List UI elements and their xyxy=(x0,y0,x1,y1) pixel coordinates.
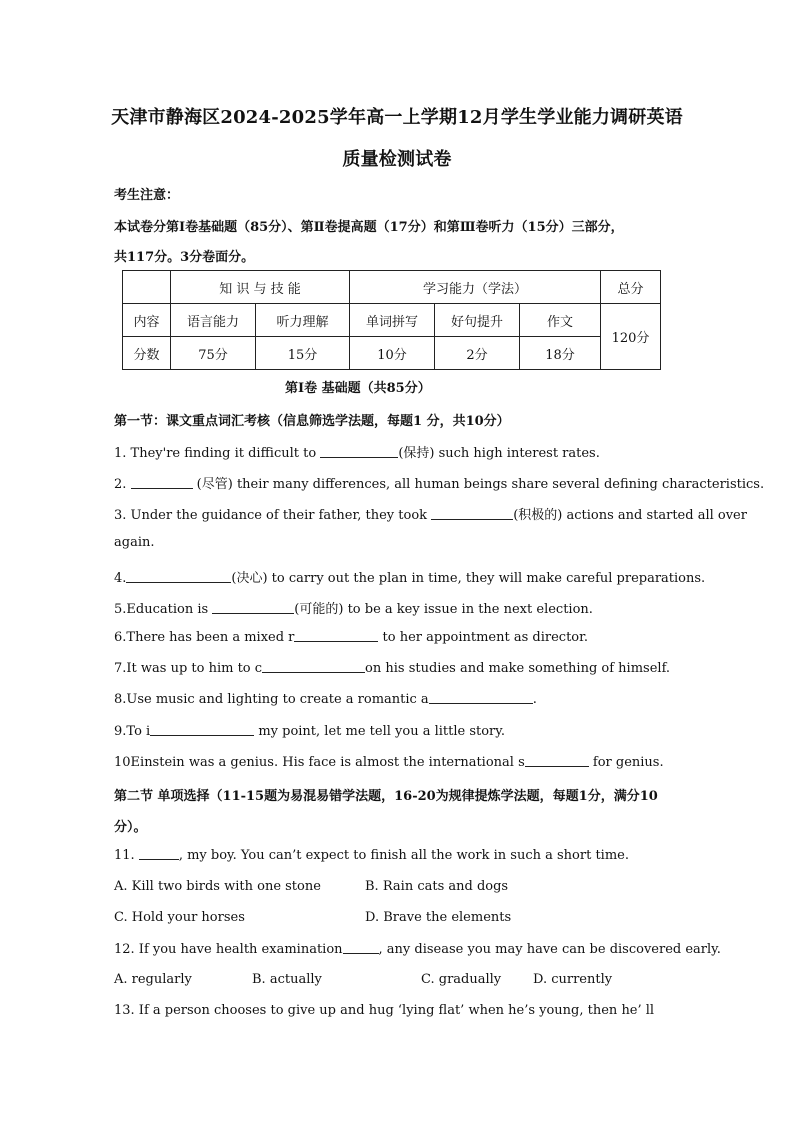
question-8 xyxy=(114,691,537,707)
q3-text-b: (积极的) actions and started all over xyxy=(513,508,747,523)
q12-option-c[interactable]: C. gradually xyxy=(421,972,502,987)
score-listening: 15分 xyxy=(256,337,350,370)
notice-label: 考生注意： xyxy=(114,188,180,203)
q12-option-a[interactable]: A. regularly xyxy=(114,972,192,987)
score-table-corner xyxy=(123,271,171,304)
group-learning-header: 学习能力（学法） xyxy=(350,271,601,304)
row-content-label: 内容 xyxy=(123,304,171,337)
q12-blank[interactable] xyxy=(343,941,379,954)
col-spelling: 单词拼写 xyxy=(350,304,435,337)
section2-heading-line2: 分）。 xyxy=(114,820,147,835)
part1-title: 第Ⅰ卷 基础题（共85分） xyxy=(285,381,431,396)
q4-blank[interactable] xyxy=(126,570,231,583)
total-score: 120分 xyxy=(601,304,661,370)
q12-option-b[interactable]: B. actually xyxy=(252,972,322,987)
q5-blank[interactable] xyxy=(212,601,294,614)
q7-text-a: 7.It was up to him to c xyxy=(114,661,263,676)
exam-title-line2: 质量检测试卷 xyxy=(342,149,452,170)
q3-blank[interactable] xyxy=(431,507,513,520)
q6-text-a: 6.There has been a mixed r xyxy=(114,630,295,645)
q10-text-b: for genius. xyxy=(588,755,664,770)
score-language: 75分 xyxy=(171,337,256,370)
intro-line1: 本试卷分第Ⅰ卷基础题（85分）、第Ⅱ卷提高题（17分）和第Ⅲ卷听力（15分）三部分， xyxy=(114,220,624,235)
question-3-cont: again. xyxy=(114,535,155,550)
q9-text-a: 9.To i xyxy=(114,724,151,739)
q11-text-b: , my boy. You can’t expect to finish all the work in such a short time. xyxy=(178,848,629,863)
q8-text-b: . xyxy=(532,692,537,707)
q4-text-b: (决心) to carry out the plan in time, they will make careful preparations. xyxy=(231,571,706,586)
q5-text-a: 5.Education is xyxy=(114,602,213,617)
q9-text-b: my point, let me tell you a little story. xyxy=(254,724,506,739)
q8-blank[interactable] xyxy=(429,691,533,704)
question-10 xyxy=(114,754,664,770)
col-sentence: 好句提升 xyxy=(435,304,520,337)
q12-text-a: 12. If you have health examination xyxy=(114,942,343,957)
col-language: 语言能力 xyxy=(171,304,256,337)
exam-title-line1: 天津市静海区2024-2025学年高一上学期12月学生学业能力调研英语 xyxy=(111,107,683,128)
section2-heading-line1: 第二节 单项选择（11-15题为易混易错学法题，16-20为规律提炼学法题，每题1分，满分10 xyxy=(114,789,658,804)
total-header: 总分 xyxy=(601,271,661,304)
q10-blank[interactable] xyxy=(525,754,589,767)
score-spelling: 10分 xyxy=(350,337,435,370)
q7-text-b: on his studies and make something of himself. xyxy=(365,661,671,676)
question-5 xyxy=(114,598,593,617)
question-4 xyxy=(114,567,705,586)
q1-blank[interactable] xyxy=(320,445,398,458)
score-sentence: 2分 xyxy=(435,337,520,370)
q2-text-b: (尽管) their many differences, all human beings share several defining characteristics. xyxy=(192,477,765,492)
score-table xyxy=(122,270,661,370)
question-9 xyxy=(114,723,505,739)
q2-blank[interactable] xyxy=(131,476,193,489)
q9-blank[interactable] xyxy=(150,723,254,736)
q6-blank[interactable] xyxy=(294,629,378,642)
question-6 xyxy=(114,629,588,645)
q11-option-d[interactable]: D. Brave the elements xyxy=(365,910,512,925)
q8-text-a: 8.Use music and lighting to create a romantic a xyxy=(114,692,429,707)
question-12 xyxy=(114,941,721,957)
section1-heading: 第一节：课文重点词汇考核（信息筛选学法题，每题1 分，共10分） xyxy=(114,414,510,429)
row-score-label: 分数 xyxy=(123,337,171,370)
q1-text-b: (保持) such high interest rates. xyxy=(398,446,600,461)
question-13: 13. If a person chooses to give up and hug ‘lying flat’ when he’s young, then he’ ll xyxy=(114,1003,655,1018)
question-11 xyxy=(114,847,629,863)
q11-option-b[interactable]: B. Rain cats and dogs xyxy=(365,879,509,894)
col-listening: 听力理解 xyxy=(256,304,350,337)
group-knowledge-header: 知 识 与 技 能 xyxy=(171,271,350,304)
q11-text-a: 11. xyxy=(114,848,139,863)
intro-line2: 共117分。3分卷面分。 xyxy=(114,250,255,265)
question-7 xyxy=(114,660,670,676)
q12-option-d[interactable]: D. currently xyxy=(533,972,613,987)
q10-text-a: 10Einstein was a genius. His face is almost the international s xyxy=(114,755,525,770)
q3-text-a: 3. Under the guidance of their father, they took xyxy=(114,508,432,523)
question-1 xyxy=(114,442,600,461)
question-2 xyxy=(114,473,764,492)
q1-text-a: 1. They're finding it difficult to xyxy=(114,446,321,461)
q4-text-a: 4. xyxy=(114,571,127,586)
q11-option-c[interactable]: C. Hold your horses xyxy=(114,910,245,925)
score-writing: 18分 xyxy=(520,337,601,370)
q11-option-a[interactable]: A. Kill two birds with one stone xyxy=(114,879,321,894)
q12-text-b: , any disease you may have can be discovered early. xyxy=(378,942,721,957)
q6-text-b: to her appointment as director. xyxy=(378,630,589,645)
q11-blank[interactable] xyxy=(139,847,179,860)
q5-text-b: (可能的) to be a key issue in the next election. xyxy=(294,602,593,617)
q7-blank[interactable] xyxy=(262,660,365,673)
col-writing: 作文 xyxy=(520,304,601,337)
question-3 xyxy=(114,504,747,523)
q2-text-a: 2. xyxy=(114,477,131,492)
